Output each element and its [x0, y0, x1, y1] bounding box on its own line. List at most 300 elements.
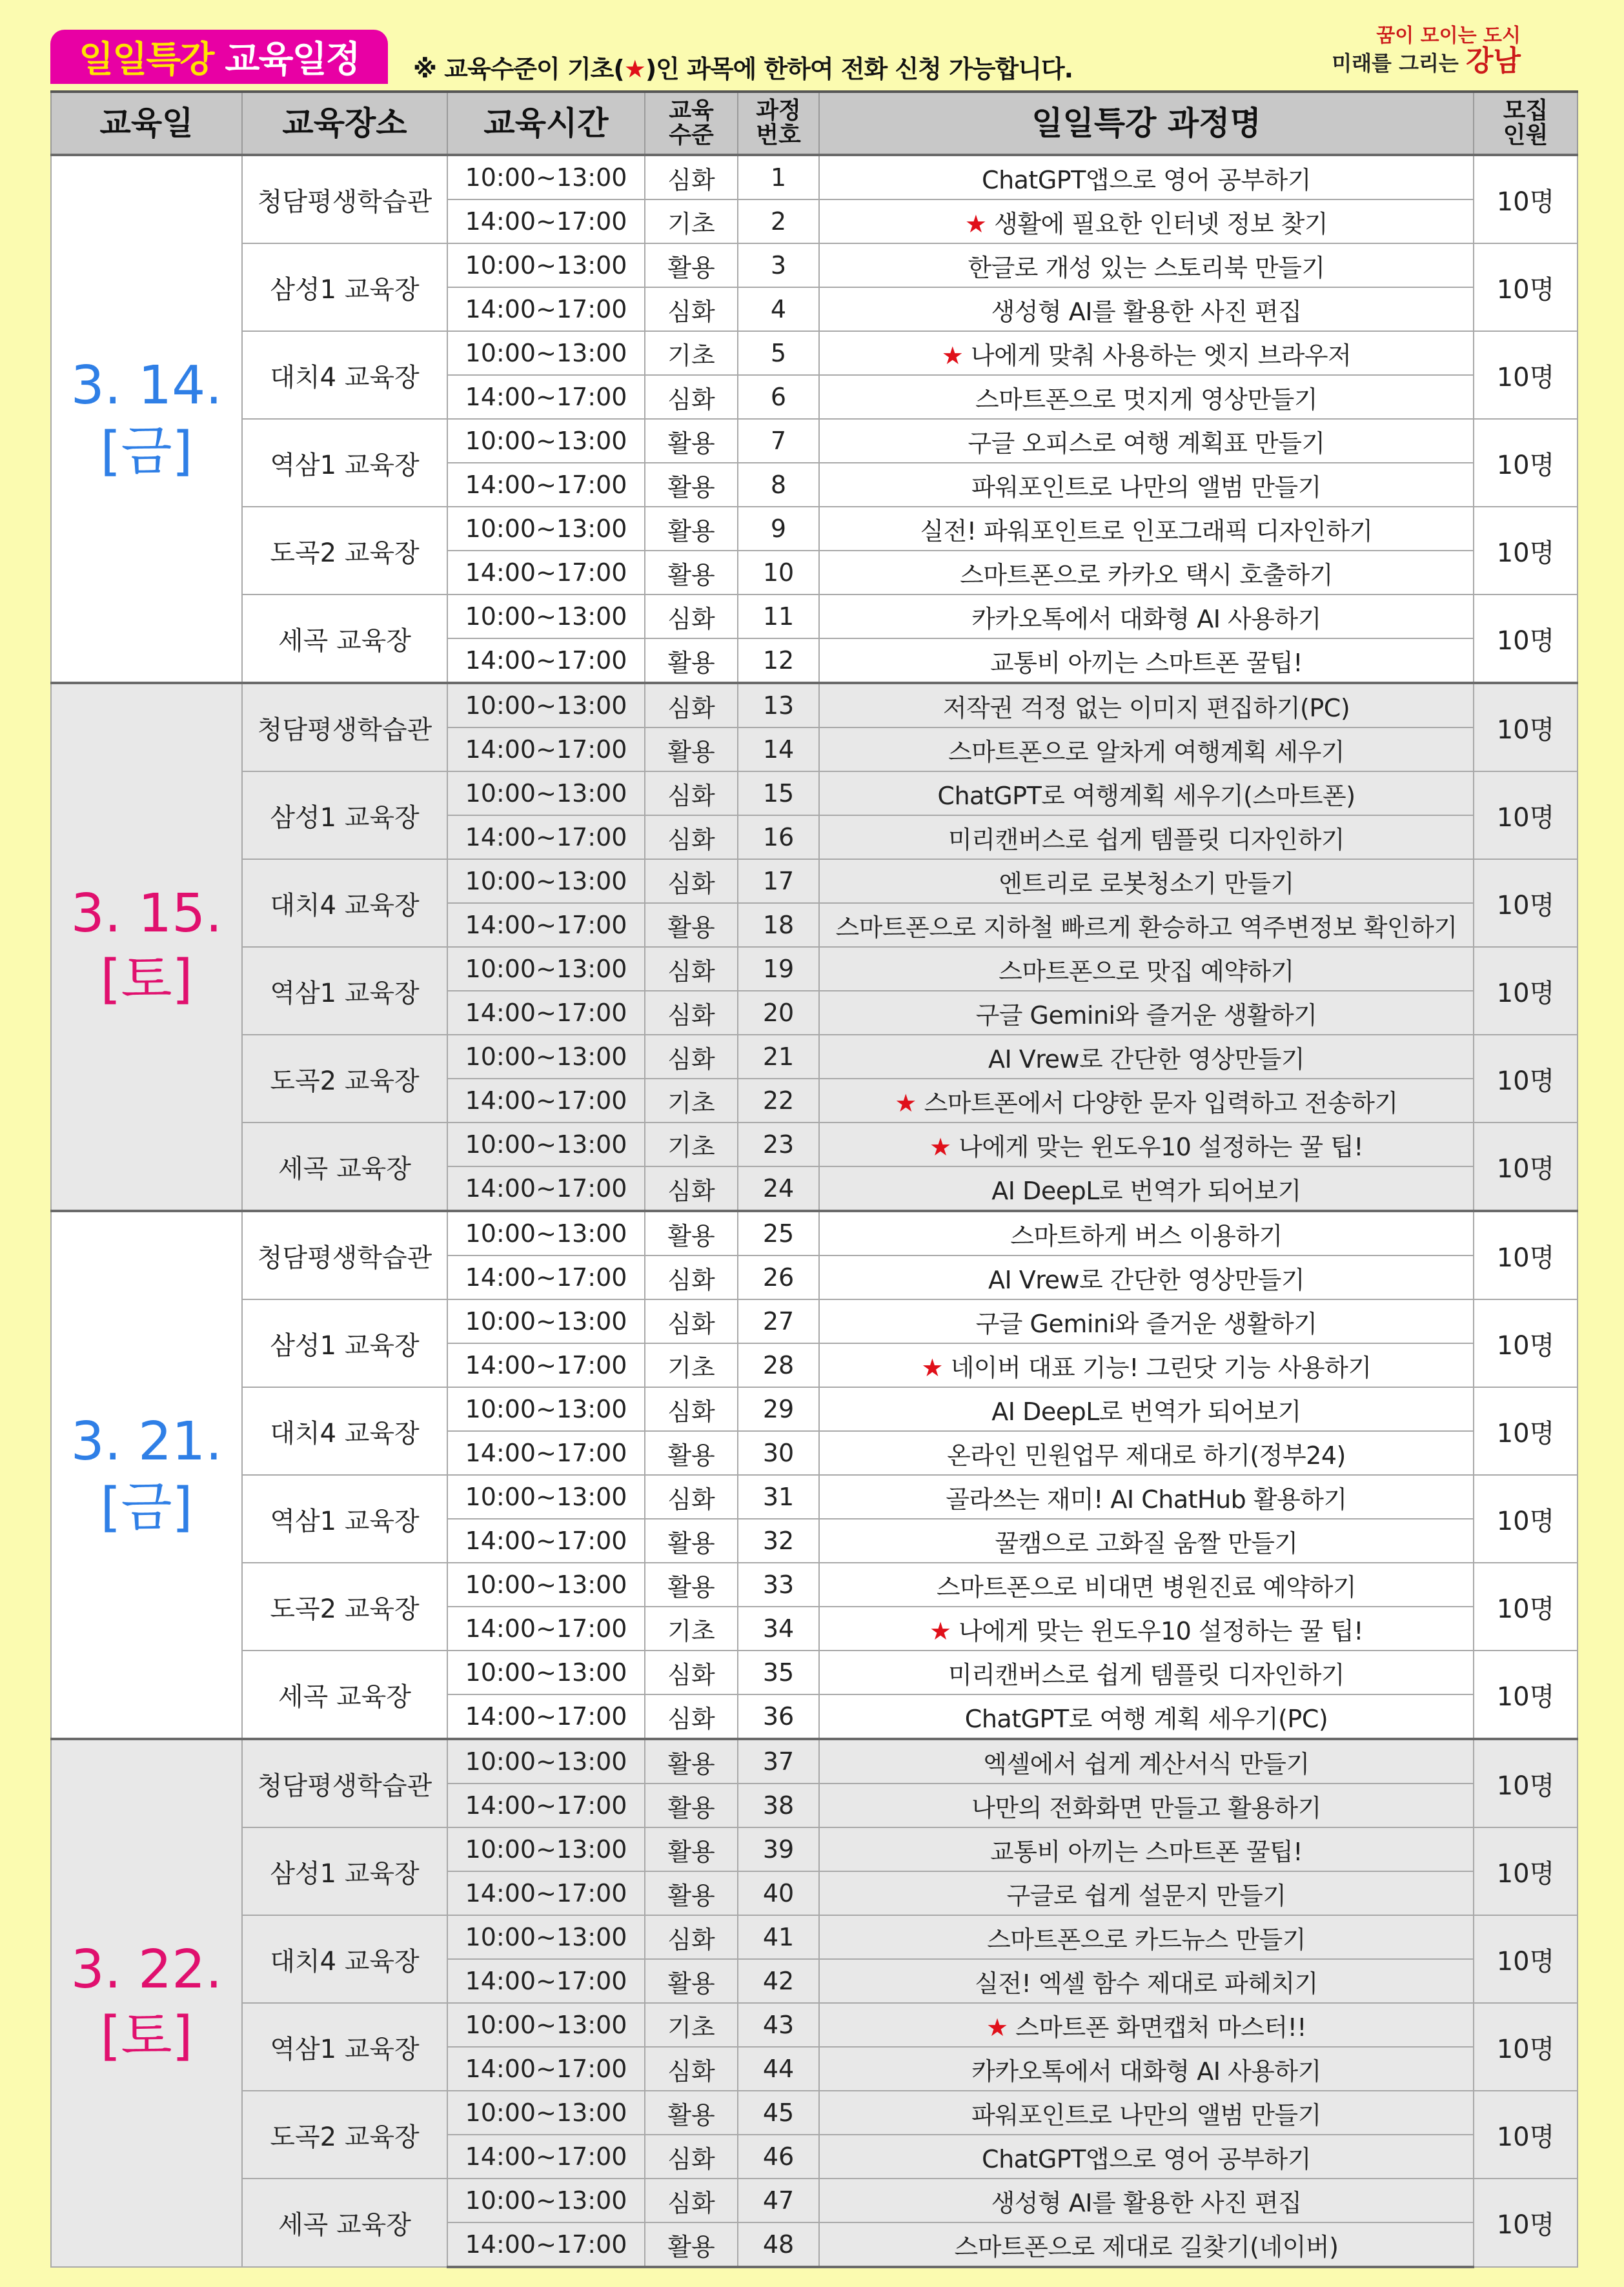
course-number-cell: 32	[738, 1519, 819, 1563]
level-cell: 심화	[645, 2135, 738, 2179]
level-cell: 활용	[645, 1563, 738, 1607]
time-cell: 14:00~17:00	[447, 1519, 645, 1563]
time-cell: 14:00~17:00	[447, 375, 645, 419]
date-text: 3. 14.	[70, 354, 223, 416]
level-cell: 활용	[645, 1211, 738, 1255]
course-number-cell: 25	[738, 1211, 819, 1255]
course-name: 나만의 전화화면 만들고 활용하기	[971, 1793, 1321, 1822]
time-cell: 14:00~17:00	[447, 903, 645, 947]
level-cell: 활용	[645, 419, 738, 463]
level-cell: 활용	[645, 1739, 738, 1784]
table-row	[51, 1123, 1578, 1166]
course-name-cell	[819, 1739, 1474, 1784]
course-name-cell	[819, 1607, 1474, 1651]
time-cell: 14:00~17:00	[447, 1431, 645, 1475]
level-cell: 활용	[645, 1431, 738, 1475]
level-cell: 활용	[645, 727, 738, 771]
time-cell: 14:00~17:00	[447, 199, 645, 243]
course-name-cell	[819, 2222, 1474, 2267]
time-cell: 14:00~17:00	[447, 287, 645, 331]
capacity-cell: 10명	[1474, 155, 1578, 243]
location-cell: 역삼1 교육장	[242, 1475, 447, 1563]
course-name: 나에게 맞춰 사용하는 엣지 브라우저	[970, 341, 1352, 370]
course-number-cell: 41	[738, 1915, 819, 1959]
title-part1: 일일특강	[79, 39, 214, 81]
date-text: 3. 21.	[70, 1410, 223, 1472]
course-name: 구글로 쉽게 설문지 만들기	[1006, 1881, 1286, 1910]
course-number-cell: 45	[738, 2091, 819, 2135]
course-name-cell	[819, 1211, 1474, 1255]
location-cell: 역삼1 교육장	[242, 419, 447, 507]
course-name-cell	[819, 199, 1474, 243]
course-number-cell: 4	[738, 287, 819, 331]
course-name: 스마트폰 화면캡처 마스터!!	[1015, 2013, 1307, 2042]
time-cell: 14:00~17:00	[447, 1694, 645, 1739]
weekday-text: [금]	[100, 1477, 193, 1538]
level-cell: 심화	[645, 683, 738, 727]
location-cell: 세곡 교육장	[242, 1651, 447, 1739]
weekday-text: [토]	[100, 2005, 193, 2067]
course-number-cell: 7	[738, 419, 819, 463]
time-cell: 10:00~13:00	[447, 683, 645, 727]
level-cell: 활용	[645, 243, 738, 287]
header-number: 과정 번호	[738, 92, 819, 155]
time-cell: 10:00~13:00	[447, 331, 645, 375]
level-cell: 활용	[645, 1827, 738, 1871]
course-name: 네이버 대표 기능! 그린닷 기능 사용하기	[950, 1353, 1372, 1382]
course-name: 카카오톡에서 대화형 AI 사용하기	[971, 604, 1321, 633]
table-row	[51, 507, 1578, 551]
course-name-cell	[819, 1035, 1474, 1079]
course-number-cell: 38	[738, 1784, 819, 1827]
table-row	[51, 1211, 1578, 1255]
capacity-cell: 10명	[1474, 859, 1578, 947]
schedule-table	[50, 90, 1578, 2268]
course-number-cell: 23	[738, 1123, 819, 1166]
table-row	[51, 1475, 1578, 1519]
course-name: 스마트폰으로 카카오 택시 호출하기	[960, 560, 1333, 589]
time-cell: 10:00~13:00	[447, 419, 645, 463]
course-name: 꿀캠으로 고화질 움짤 만들기	[995, 1529, 1298, 1558]
course-name-cell	[819, 1343, 1474, 1387]
table-row	[51, 419, 1578, 463]
course-number-cell: 9	[738, 507, 819, 551]
course-name: 파워포인트로 나만의 앨범 만들기	[971, 473, 1321, 502]
level-cell: 기초	[645, 331, 738, 375]
level-cell: 심화	[645, 1475, 738, 1519]
course-name: 스마트폰으로 비대면 병원진료 예약하기	[936, 1572, 1357, 1601]
table-row	[51, 2003, 1578, 2047]
location-cell: 대치4 교육장	[242, 859, 447, 947]
time-cell: 14:00~17:00	[447, 1959, 645, 2003]
level-cell: 심화	[645, 1694, 738, 1739]
weekday-text: [금]	[100, 421, 193, 482]
star-icon: ★	[986, 2013, 1008, 2042]
time-cell: 10:00~13:00	[447, 1739, 645, 1784]
course-name: 구글 Gemini와 즐거운 생활하기	[975, 1001, 1317, 1030]
date-cell	[51, 155, 242, 683]
course-name-cell	[819, 1784, 1474, 1827]
course-name-cell	[819, 1563, 1474, 1607]
course-number-cell: 33	[738, 1563, 819, 1607]
header-date: 교육일	[51, 92, 242, 155]
time-cell: 14:00~17:00	[447, 2047, 645, 2091]
capacity-cell: 10명	[1474, 419, 1578, 507]
table-row	[51, 1739, 1578, 1784]
logo-line1: 꿈이 모이는 도시	[1376, 25, 1521, 47]
course-name: 스마트폰으로 맛집 예약하기	[999, 957, 1294, 986]
table-row	[51, 155, 1578, 199]
course-name: ChatGPT앱으로 영어 공부하기	[982, 165, 1311, 194]
location-cell: 세곡 교육장	[242, 1123, 447, 1211]
course-name-cell	[819, 771, 1474, 815]
course-name-cell	[819, 1255, 1474, 1299]
table-row	[51, 331, 1578, 375]
level-cell: 활용	[645, 638, 738, 683]
weekday-text: [토]	[100, 949, 193, 1010]
location-cell: 청담평생학습관	[242, 155, 447, 243]
course-name-cell	[819, 2179, 1474, 2222]
date-cell	[51, 683, 242, 1211]
title-badge	[50, 30, 388, 84]
level-cell: 활용	[645, 507, 738, 551]
course-name: 카카오톡에서 대화형 AI 사용하기	[971, 2057, 1321, 2086]
course-number-cell: 20	[738, 991, 819, 1035]
time-cell: 10:00~13:00	[447, 2003, 645, 2047]
location-cell: 청담평생학습관	[242, 1211, 447, 1299]
location-cell: 도곡2 교육장	[242, 2091, 447, 2179]
level-cell: 심화	[645, 1299, 738, 1343]
course-number-cell: 13	[738, 683, 819, 727]
time-cell: 10:00~13:00	[447, 947, 645, 991]
time-cell: 14:00~17:00	[447, 727, 645, 771]
course-name: AI Vrew로 간단한 영상만들기	[988, 1265, 1305, 1294]
level-cell: 심화	[645, 2047, 738, 2091]
level-cell: 기초	[645, 1079, 738, 1123]
level-cell: 심화	[645, 1255, 738, 1299]
logo-line2	[1332, 46, 1521, 76]
time-cell: 14:00~17:00	[447, 2135, 645, 2179]
capacity-cell: 10명	[1474, 683, 1578, 771]
date-cell	[51, 1739, 242, 2267]
course-name-cell	[819, 991, 1474, 1035]
course-name-cell	[819, 947, 1474, 991]
level-cell: 활용	[645, 1519, 738, 1563]
level-cell: 기초	[645, 1123, 738, 1166]
course-name-cell	[819, 1123, 1474, 1166]
location-cell: 대치4 교육장	[242, 1387, 447, 1475]
star-icon: ★	[929, 1132, 951, 1161]
header-time: 교육시간	[447, 92, 645, 155]
capacity-cell: 10명	[1474, 2179, 1578, 2267]
capacity-cell: 10명	[1474, 2003, 1578, 2091]
location-cell: 역삼1 교육장	[242, 2003, 447, 2091]
time-cell: 10:00~13:00	[447, 243, 645, 287]
course-name: AI DeepL로 번역가 되어보기	[991, 1397, 1301, 1426]
course-name: 스마트하게 버스 이용하기	[1010, 1221, 1283, 1250]
course-name: 생활에 필요한 인터넷 정보 찾기	[994, 209, 1328, 238]
logo-line2-text: 미래를 그리는	[1332, 50, 1459, 76]
time-cell: 14:00~17:00	[447, 463, 645, 507]
capacity-cell: 10명	[1474, 2091, 1578, 2179]
header-capacity: 모집 인원	[1474, 92, 1578, 155]
time-cell: 10:00~13:00	[447, 1827, 645, 1871]
level-cell: 심화	[645, 771, 738, 815]
course-name-cell	[819, 507, 1474, 551]
course-name-cell	[819, 859, 1474, 903]
course-number-cell: 10	[738, 551, 819, 595]
course-name-cell	[819, 595, 1474, 638]
course-number-cell: 1	[738, 155, 819, 199]
level-cell: 심화	[645, 1915, 738, 1959]
course-number-cell: 30	[738, 1431, 819, 1475]
course-number-cell: 5	[738, 331, 819, 375]
level-cell: 심화	[645, 859, 738, 903]
time-cell: 14:00~17:00	[447, 2222, 645, 2267]
level-cell: 활용	[645, 2222, 738, 2267]
course-number-cell: 8	[738, 463, 819, 507]
course-name-cell	[819, 243, 1474, 287]
location-cell: 삼성1 교육장	[242, 771, 447, 859]
location-cell: 삼성1 교육장	[242, 1299, 447, 1387]
course-name: 미리캔버스로 쉽게 템플릿 디자인하기	[948, 825, 1345, 854]
location-cell: 삼성1 교육장	[242, 243, 447, 331]
star-icon: ★	[929, 1616, 951, 1645]
course-number-cell: 27	[738, 1299, 819, 1343]
capacity-cell: 10명	[1474, 1739, 1578, 1827]
title-part2: 교육일정	[225, 39, 360, 81]
course-number-cell: 14	[738, 727, 819, 771]
table-header-row	[51, 92, 1578, 155]
course-name: 교통비 아끼는 스마트폰 꿀팁!	[990, 1837, 1303, 1866]
page-header	[0, 0, 1624, 90]
time-cell: 14:00~17:00	[447, 1784, 645, 1827]
course-name: 실전! 파워포인트로 인포그래픽 디자인하기	[920, 516, 1373, 545]
course-name-cell	[819, 463, 1474, 507]
course-name: 엔트리로 로봇청소기 만들기	[999, 869, 1294, 898]
course-name: ChatGPT로 여행 계획 세우기(PC)	[964, 1704, 1328, 1733]
time-cell: 10:00~13:00	[447, 1123, 645, 1166]
star-icon: ★	[921, 1353, 943, 1382]
time-cell: 10:00~13:00	[447, 771, 645, 815]
table-row	[51, 771, 1578, 815]
course-number-cell: 15	[738, 771, 819, 815]
course-name-cell	[819, 1431, 1474, 1475]
level-cell: 활용	[645, 1784, 738, 1827]
course-number-cell: 43	[738, 2003, 819, 2047]
capacity-cell: 10명	[1474, 1387, 1578, 1475]
course-number-cell: 37	[738, 1739, 819, 1784]
course-name-cell	[819, 1651, 1474, 1694]
level-cell: 심화	[645, 155, 738, 199]
table-row	[51, 1915, 1578, 1959]
course-number-cell: 19	[738, 947, 819, 991]
table-row	[51, 947, 1578, 991]
course-number-cell: 47	[738, 2179, 819, 2222]
location-cell: 도곡2 교육장	[242, 507, 447, 595]
course-number-cell: 48	[738, 2222, 819, 2267]
time-cell: 10:00~13:00	[447, 155, 645, 199]
time-cell: 10:00~13:00	[447, 2179, 645, 2222]
course-name: 나에게 맞는 윈도우10 설정하는 꿀 팁!	[959, 1132, 1364, 1161]
level-cell: 기초	[645, 1343, 738, 1387]
date-text: 3. 22.	[70, 1939, 223, 2000]
notice-prefix: ※ 교육수준이 기초(	[413, 55, 624, 83]
location-cell: 세곡 교육장	[242, 2179, 447, 2267]
time-cell: 14:00~17:00	[447, 1343, 645, 1387]
level-cell: 활용	[645, 1959, 738, 2003]
level-cell: 심화	[645, 991, 738, 1035]
capacity-cell: 10명	[1474, 947, 1578, 1035]
date-cell	[51, 1211, 242, 1739]
capacity-cell: 10명	[1474, 1563, 1578, 1651]
header-location: 교육장소	[242, 92, 447, 155]
course-name: ChatGPT앱으로 영어 공부하기	[982, 2144, 1311, 2173]
course-name: ChatGPT로 여행계획 세우기(스마트폰)	[937, 781, 1355, 810]
course-name-cell	[819, 1915, 1474, 1959]
course-name-cell	[819, 375, 1474, 419]
course-name-cell	[819, 727, 1474, 771]
course-name: 스마트폰으로 카드뉴스 만들기	[987, 1925, 1306, 1954]
course-name-cell	[819, 1166, 1474, 1211]
star-icon: ★	[964, 209, 987, 238]
course-number-cell: 16	[738, 815, 819, 859]
capacity-cell: 10명	[1474, 1123, 1578, 1211]
course-number-cell: 11	[738, 595, 819, 638]
course-name-cell	[819, 683, 1474, 727]
capacity-cell: 10명	[1474, 1035, 1578, 1123]
location-cell: 대치4 교육장	[242, 331, 447, 419]
course-name: 미리캔버스로 쉽게 템플릿 디자인하기	[948, 1660, 1345, 1689]
course-name: 골라쓰는 재미! AI ChatHub 활용하기	[946, 1485, 1347, 1514]
location-cell: 도곡2 교육장	[242, 1563, 447, 1651]
location-cell: 삼성1 교육장	[242, 1827, 447, 1915]
course-number-cell: 6	[738, 375, 819, 419]
header-course: 일일특강 과정명	[819, 92, 1474, 155]
time-cell: 10:00~13:00	[447, 859, 645, 903]
course-name: 스마트폰에서 다양한 문자 입력하고 전송하기	[924, 1088, 1398, 1117]
course-name-cell	[819, 1519, 1474, 1563]
capacity-cell: 10명	[1474, 1475, 1578, 1563]
course-name-cell	[819, 1387, 1474, 1431]
course-name: 스마트폰으로 지하철 빠르게 환승하고 역주변정보 확인하기	[835, 913, 1457, 942]
course-name-cell	[819, 155, 1474, 199]
level-cell: 심화	[645, 375, 738, 419]
course-number-cell: 28	[738, 1343, 819, 1387]
capacity-cell: 10명	[1474, 507, 1578, 595]
star-icon: ★	[895, 1088, 917, 1117]
course-name-cell	[819, 287, 1474, 331]
course-name-cell	[819, 331, 1474, 375]
level-cell: 활용	[645, 1871, 738, 1915]
gangnam-logo	[1332, 26, 1521, 76]
location-cell: 역삼1 교육장	[242, 947, 447, 1035]
time-cell: 14:00~17:00	[447, 1607, 645, 1651]
course-number-cell: 44	[738, 2047, 819, 2091]
level-cell: 심화	[645, 1035, 738, 1079]
time-cell: 10:00~13:00	[447, 1475, 645, 1519]
level-cell: 심화	[645, 287, 738, 331]
course-name: 생성형 AI를 활용한 사진 편집	[991, 2188, 1302, 2217]
table-row	[51, 243, 1578, 287]
course-number-cell: 36	[738, 1694, 819, 1739]
time-cell: 14:00~17:00	[447, 551, 645, 595]
level-cell: 심화	[645, 1387, 738, 1431]
course-name: AI DeepL로 번역가 되어보기	[991, 1176, 1301, 1205]
course-name: 스마트폰으로 제대로 길찾기(네이버)	[954, 2232, 1339, 2261]
table-row	[51, 683, 1578, 727]
capacity-cell: 10명	[1474, 1915, 1578, 2003]
location-cell: 청담평생학습관	[242, 1739, 447, 1827]
level-cell: 심화	[645, 1166, 738, 1211]
course-number-cell: 21	[738, 1035, 819, 1079]
course-name-cell	[819, 1827, 1474, 1871]
course-name: 실전! 엑셀 함수 제대로 파헤치기	[975, 1969, 1318, 1998]
time-cell: 14:00~17:00	[447, 1166, 645, 1211]
course-number-cell: 24	[738, 1166, 819, 1211]
time-cell: 10:00~13:00	[447, 595, 645, 638]
time-cell: 10:00~13:00	[447, 1563, 645, 1607]
time-cell: 14:00~17:00	[447, 815, 645, 859]
course-name: 구글 Gemini와 즐거운 생활하기	[975, 1309, 1317, 1338]
location-cell: 세곡 교육장	[242, 595, 447, 683]
course-number-cell: 3	[738, 243, 819, 287]
course-name-cell	[819, 2047, 1474, 2091]
course-name-cell	[819, 638, 1474, 683]
course-name-cell	[819, 1959, 1474, 2003]
level-cell: 심화	[645, 1651, 738, 1694]
capacity-cell: 10명	[1474, 1651, 1578, 1739]
course-name: 교통비 아끼는 스마트폰 꿀팁!	[990, 648, 1303, 677]
location-cell: 대치4 교육장	[242, 1915, 447, 2003]
table-row	[51, 1035, 1578, 1079]
capacity-cell: 10명	[1474, 331, 1578, 419]
capacity-cell: 10명	[1474, 771, 1578, 859]
capacity-cell: 10명	[1474, 243, 1578, 331]
course-name-cell	[819, 551, 1474, 595]
schedule-body	[51, 155, 1578, 2267]
time-cell: 14:00~17:00	[447, 638, 645, 683]
time-cell: 10:00~13:00	[447, 507, 645, 551]
capacity-cell: 10명	[1474, 1299, 1578, 1387]
course-number-cell: 18	[738, 903, 819, 947]
logo-big-text: 강남	[1465, 44, 1521, 77]
level-cell: 기초	[645, 2003, 738, 2047]
level-cell: 활용	[645, 2091, 738, 2135]
course-number-cell: 2	[738, 199, 819, 243]
time-cell: 10:00~13:00	[447, 2091, 645, 2135]
table-row	[51, 2179, 1578, 2222]
table-row	[51, 1563, 1578, 1607]
time-cell: 14:00~17:00	[447, 991, 645, 1035]
course-name-cell	[819, 815, 1474, 859]
notice-suffix: )인 과목에 한하여 전화 신청 가능합니다.	[645, 55, 1073, 83]
course-name: 저작권 걱정 없는 이미지 편집하기(PC)	[942, 693, 1350, 722]
date-text: 3. 15.	[70, 882, 223, 944]
table-row	[51, 1651, 1578, 1694]
level-cell: 활용	[645, 463, 738, 507]
level-cell: 활용	[645, 903, 738, 947]
course-name-cell	[819, 1079, 1474, 1123]
course-number-cell: 35	[738, 1651, 819, 1694]
course-name: 엑셀에서 쉽게 계산서식 만들기	[983, 1749, 1310, 1778]
course-number-cell: 31	[738, 1475, 819, 1519]
level-cell: 심화	[645, 595, 738, 638]
capacity-cell: 10명	[1474, 1827, 1578, 1915]
course-number-cell: 29	[738, 1387, 819, 1431]
star-icon: ★	[624, 55, 645, 83]
time-cell: 10:00~13:00	[447, 1915, 645, 1959]
